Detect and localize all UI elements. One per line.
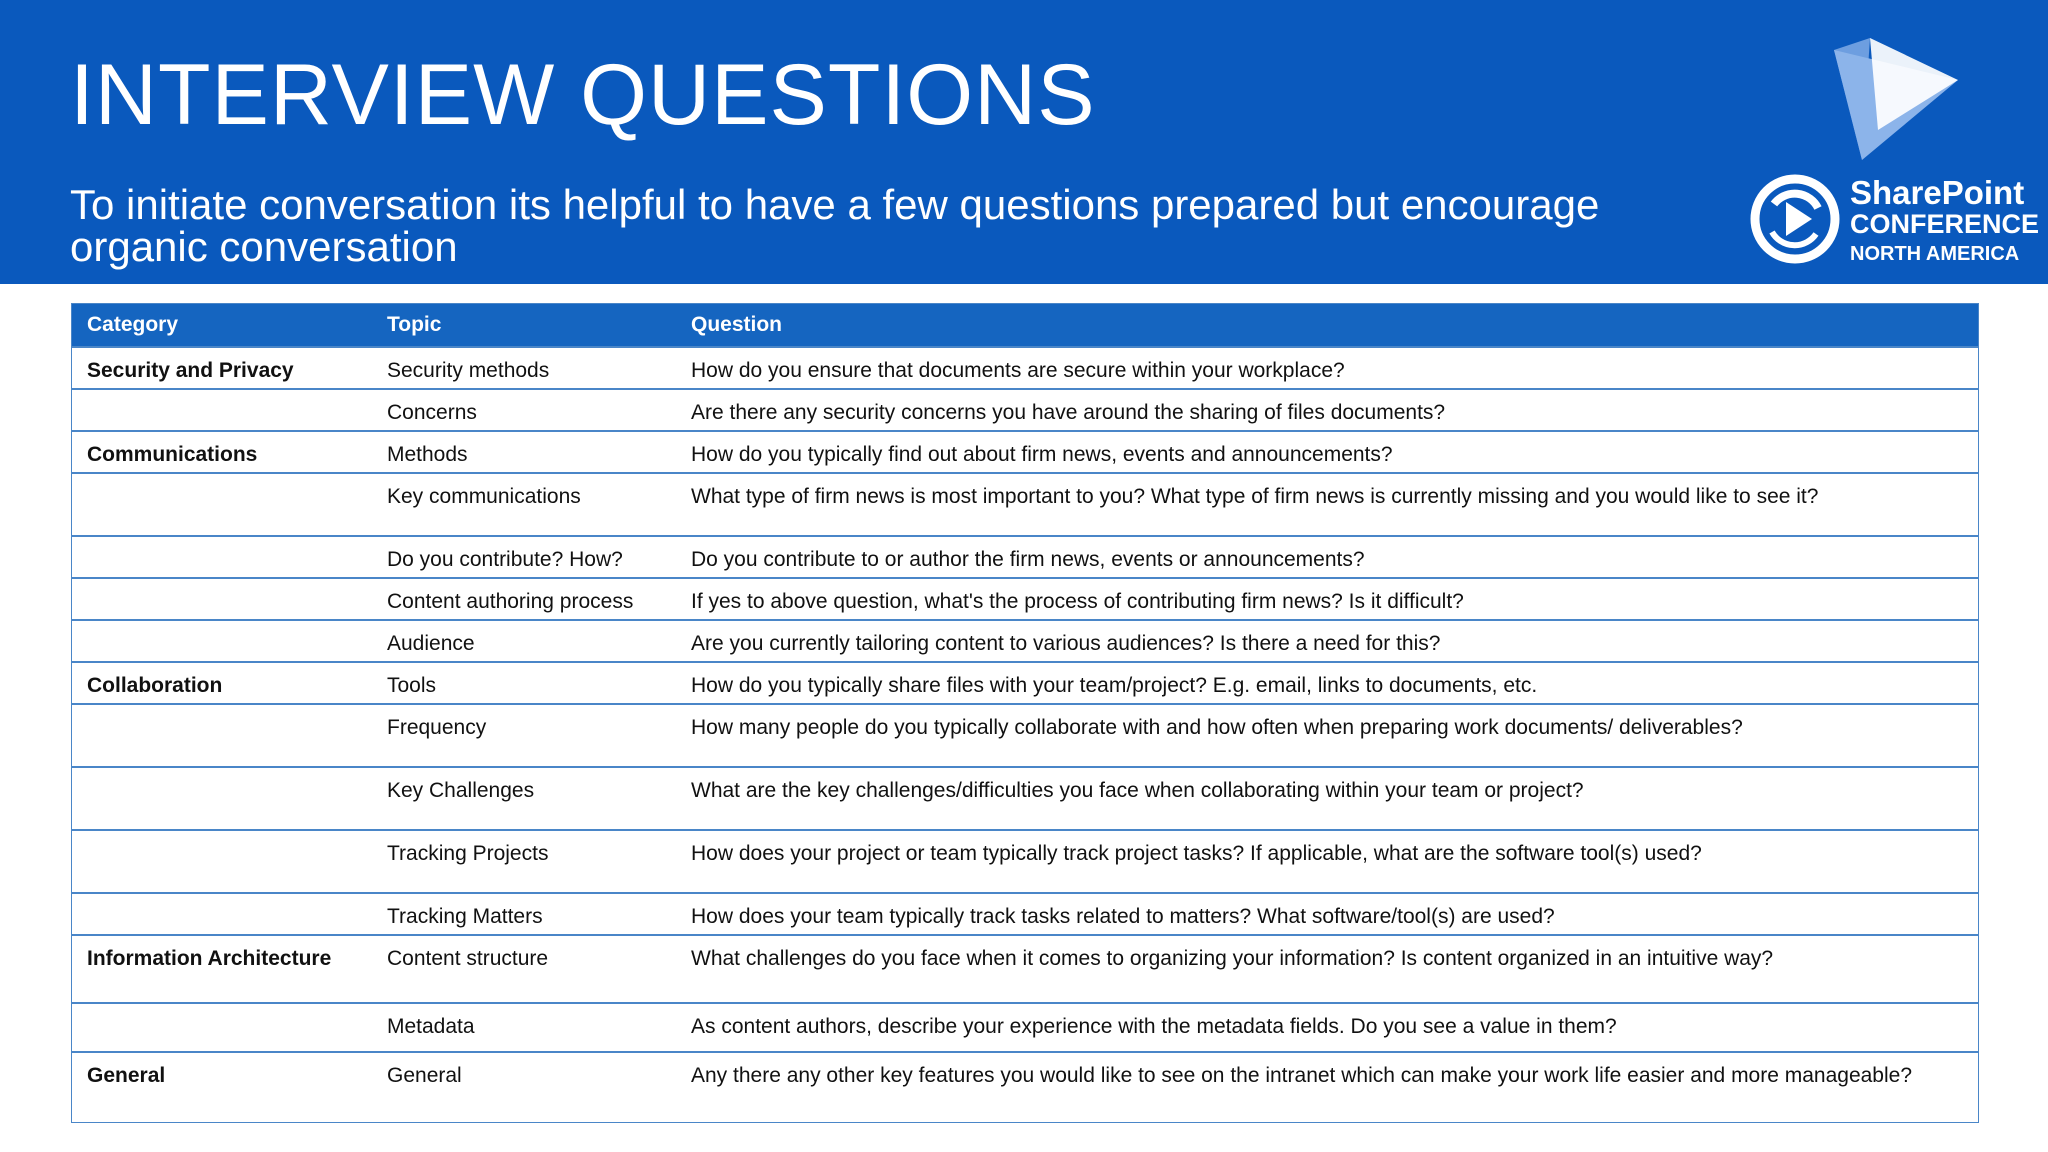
category-cell: Security and Privacy <box>72 347 372 389</box>
table-row <box>72 1052 1978 1122</box>
table-row <box>72 620 1978 662</box>
conference-wordmark <box>1850 176 2039 264</box>
table-row <box>72 830 1978 893</box>
question-cell: Are you currently tailoring content to various audiences? Is there a need for this? <box>676 620 1978 662</box>
category-cell <box>72 767 372 830</box>
topic-cell: Metadata <box>372 1003 676 1052</box>
topic-cell: Tracking Projects <box>372 830 676 893</box>
question-cell: Do you contribute to or author the firm news, events or announcements? <box>676 536 1978 578</box>
topic-cell: Content structure <box>372 935 676 1003</box>
question-cell: Any there any other key features you would like to see on the intranet which can make your work life easier and more manageable? <box>676 1052 1978 1122</box>
topic-cell: General <box>372 1052 676 1122</box>
sharepoint-logo-icon <box>1750 174 1840 264</box>
table-row <box>72 935 1978 1003</box>
category-cell <box>72 536 372 578</box>
topic-cell: Tools <box>372 662 676 704</box>
topic-cell: Tracking Matters <box>372 893 676 935</box>
page-title: INTERVIEW QUESTIONS <box>70 47 1096 143</box>
topic-cell: Audience <box>372 620 676 662</box>
category-cell: Information Architecture <box>72 935 372 1003</box>
brand-line-region: NORTH AMERICA <box>1850 243 2020 265</box>
question-cell: How do you typically find out about firm news, events and announcements? <box>676 431 1978 473</box>
question-cell: How does your project or team typically track project tasks? If applicable, what are the software tool(s) used? <box>676 830 1978 893</box>
category-cell <box>72 830 372 893</box>
topic-cell: Concerns <box>372 389 676 431</box>
play-logo-icon <box>1818 28 1968 168</box>
brand-line-conference: CONFERENCE <box>1850 209 2040 239</box>
table-row <box>72 431 1978 473</box>
question-cell: If yes to above question, what's the process of contributing firm news? Is it difficult? <box>676 578 1978 620</box>
question-cell: As content authors, describe your experience with the metadata fields. Do you see a value in them? <box>676 1003 1978 1052</box>
table-row <box>72 578 1978 620</box>
interview-questions-table <box>71 303 1979 1123</box>
question-cell: What type of firm news is most important to you? What type of firm news is currently missing and you would like to see it? <box>676 473 1978 536</box>
table-header-row <box>72 304 1978 347</box>
table-row <box>72 347 1978 389</box>
category-cell <box>72 893 372 935</box>
column-header-topic: Topic <box>372 304 676 347</box>
category-cell: Communications <box>72 431 372 473</box>
category-cell <box>72 620 372 662</box>
column-header-question: Question <box>676 304 1978 347</box>
topic-cell: Security methods <box>372 347 676 389</box>
category-cell <box>72 1003 372 1052</box>
question-cell: How do you ensure that documents are secure within your workplace? <box>676 347 1978 389</box>
category-cell <box>72 704 372 767</box>
question-cell: Are there any security concerns you have around the sharing of files documents? <box>676 389 1978 431</box>
topic-cell: Content authoring process <box>372 578 676 620</box>
table-row <box>72 662 1978 704</box>
topic-cell: Do you contribute? How? <box>372 536 676 578</box>
topic-cell: Methods <box>372 431 676 473</box>
category-cell <box>72 389 372 431</box>
topic-cell: Frequency <box>372 704 676 767</box>
column-header-category: Category <box>72 304 372 347</box>
brand-line-sharepoint: SharePoint <box>1850 174 2025 211</box>
table-row <box>72 704 1978 767</box>
category-cell: Collaboration <box>72 662 372 704</box>
category-cell <box>72 578 372 620</box>
table-row <box>72 767 1978 830</box>
category-cell: General <box>72 1052 372 1122</box>
table-row <box>72 389 1978 431</box>
table-row <box>72 473 1978 536</box>
topic-cell: Key communications <box>372 473 676 536</box>
question-cell: What are the key challenges/difficulties you face when collaborating within your team or project? <box>676 767 1978 830</box>
question-cell: What challenges do you face when it comes to organizing your information? Is content organized in an intuitive way? <box>676 935 1978 1003</box>
table-row <box>72 536 1978 578</box>
page-subtitle: To initiate conversation its helpful to have a few questions prepared but encourage organic conversation <box>70 181 1600 270</box>
header-banner <box>0 0 2048 284</box>
category-cell <box>72 473 372 536</box>
question-cell: How do you typically share files with your team/project? E.g. email, links to documents, etc. <box>676 662 1978 704</box>
table-row <box>72 893 1978 935</box>
question-cell: How many people do you typically collaborate with and how often when preparing work documents/ deliverables? <box>676 704 1978 767</box>
table-row <box>72 1003 1978 1052</box>
question-cell: How does your team typically track tasks related to matters? What software/tool(s) are used? <box>676 893 1978 935</box>
topic-cell: Key Challenges <box>372 767 676 830</box>
